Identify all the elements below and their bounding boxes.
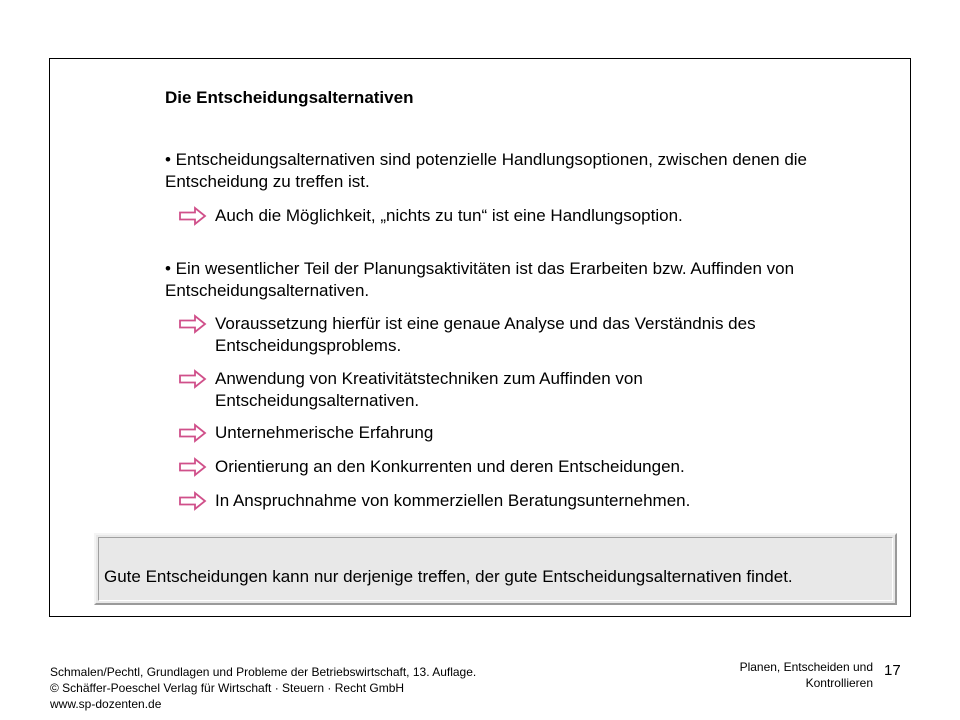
- citation-line-3: www.sp-dozenten.de: [50, 697, 162, 711]
- slide-title: Die Entscheidungsalternativen: [165, 88, 414, 107]
- page-number: 17: [884, 662, 901, 679]
- arrow-item-text: Orientierung an den Konkurrenten und deren Entscheidungen.: [215, 457, 685, 476]
- right-arrow-icon: [178, 490, 208, 512]
- arrow-item-text: Anwendung von Kreativitätstechniken zum Auffinden von Entscheidungsalternativen.: [215, 369, 643, 410]
- chapter-line-2: Kontrollieren: [805, 676, 873, 690]
- chapter-line-1: Planen, Entscheiden und: [739, 660, 873, 674]
- citation-line-1: Schmalen/Pechtl, Grundlagen und Probleme der Betriebswirtschaft, 13. Auflage.: [50, 665, 477, 679]
- right-arrow-icon: [178, 422, 208, 444]
- footer-chapter: [700, 659, 873, 691]
- arrow-item-text: Voraussetzung hierfür ist eine genaue Analyse und das Verständnis des Entscheidungsproblems.: [215, 314, 756, 355]
- arrow-item-text: In Anspruchnahme von kommerziellen Beratungsunternehmen.: [215, 491, 691, 510]
- arrow-item-text: Auch die Möglichkeit, „nichts zu tun“ ist eine Handlungsoption.: [215, 206, 683, 225]
- right-arrow-icon: [178, 368, 208, 390]
- right-arrow-icon: [178, 205, 208, 227]
- bullet-2: • Ein wesentlicher Teil der Planungsaktivitäten ist das Erarbeiten bzw. Auffinden von Entscheidungsalternativen.: [165, 259, 795, 300]
- bullet-1: • Entscheidungsalternativen sind potenzielle Handlungsoptionen, zwischen denen die Entscheidung zu treffen ist.: [165, 150, 807, 191]
- footer-citation: [50, 664, 476, 712]
- arrow-item-text: Unternehmerische Erfahrung: [215, 423, 434, 442]
- right-arrow-icon: [178, 313, 208, 335]
- callout-box: [94, 533, 897, 605]
- right-arrow-icon: [178, 456, 208, 478]
- citation-line-2: © Schäffer-Poeschel Verlag für Wirtschaft · Steuern · Recht GmbH: [50, 681, 405, 695]
- callout-text: Gute Entscheidungen kann nur derjenige treffen, der gute Entscheidungsalternativen findet.: [104, 567, 793, 586]
